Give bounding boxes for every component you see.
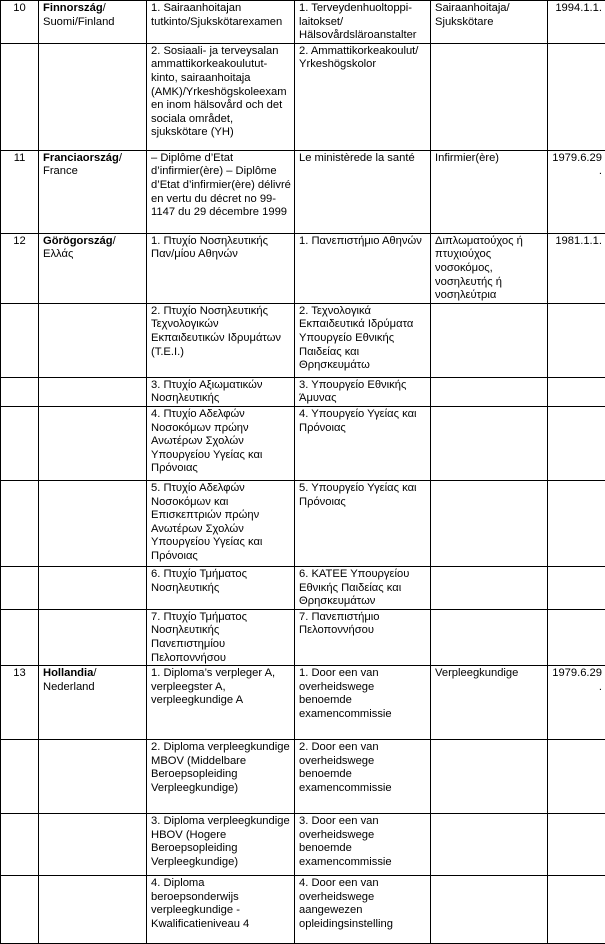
- awarding-body-cell: Le ministèrede la santé: [295, 150, 431, 233]
- diploma-cell: 1. Πτυχίο Νοσηλευτικής Παν/μίου Αθηνών: [147, 233, 295, 303]
- country-separator: /: [103, 2, 106, 14]
- row-number-cell: [1, 566, 39, 609]
- row-number-cell: [1, 480, 39, 566]
- awarding-body-cell: 5. Υπουργείο Υγείας και Πρόνοιας: [295, 480, 431, 566]
- reference-date-cell: [548, 609, 605, 665]
- table-row: [1, 1, 605, 44]
- row-number-cell: [1, 740, 39, 814]
- country-hungarian-name: Franciaország: [43, 152, 119, 164]
- country-cell: [39, 480, 147, 566]
- awarding-body-cell: 1. Terveydenhuoltoppi-laitokset/ Hälsovårdsläroanstalter: [295, 1, 431, 44]
- diploma-cell: 5. Πτυχίο Αδελφών Νοσοκόμων και Επισκεπτριών πρώην Ανωτέρων Σχολών Υπουργείου Υγείας και Πρόνοιας: [147, 480, 295, 566]
- country-cell: [39, 566, 147, 609]
- professional-title-cell: [431, 43, 548, 150]
- diploma-cell: 3. Diploma verpleegkundige HBOV (Hogere Beroepsopleiding Verpleegkundige): [147, 814, 295, 876]
- table-row: [1, 377, 605, 406]
- awarding-body-cell: 2. Door een van overheidswege benoemde examencommissie: [295, 740, 431, 814]
- professional-title-cell: Διπλωματούχος ή πτυχιούχος νοσοκόμος, νοσηλευτής ή νοσηλεύτρια: [431, 233, 548, 303]
- table-row: [1, 233, 605, 303]
- country-cell: [39, 233, 147, 303]
- professional-title-cell: Sairaanhoitaja/ Sjukskötare: [431, 1, 548, 44]
- row-number-cell: [1, 303, 39, 377]
- table-row: [1, 480, 605, 566]
- professional-title-cell: Infirmier(ère): [431, 150, 548, 233]
- table-row: [1, 406, 605, 480]
- awarding-body-cell: 3. Door een van overheidswege benoemde examencommissie: [295, 814, 431, 876]
- country-cell: [39, 150, 147, 233]
- country-cell: [39, 876, 147, 944]
- country-cell: [39, 43, 147, 150]
- row-number-cell: 12: [1, 233, 39, 303]
- reference-date-cell: [548, 406, 605, 480]
- table-row: [1, 303, 605, 377]
- country-separator: /: [119, 152, 122, 164]
- awarding-body-cell: 7. Πανεπιστήμιο Πελοποννήσου: [295, 609, 431, 665]
- diploma-cell: 2. Diploma verpleegkundige MBOV (Middelbare Beroepsopleiding Verpleegkundige): [147, 740, 295, 814]
- country-cell: [39, 740, 147, 814]
- reference-date-cell: 1979.6.29.: [548, 150, 605, 233]
- table-row: [1, 740, 605, 814]
- reference-date-cell: 1994.1.1.: [548, 1, 605, 44]
- diploma-cell: 7. Πτυχίο Τμήματος Νοσηλευτικής Πανεπιστημίου Πελοποννήσου: [147, 609, 295, 665]
- professional-title-cell: [431, 406, 548, 480]
- professional-title-cell: [431, 480, 548, 566]
- diploma-cell: 4. Diploma beroepsonderwijs verpleegkundige - Kwalificatieniveau 4: [147, 876, 295, 944]
- professional-title-cell: [431, 814, 548, 876]
- diploma-cell: 2. Sosiaali- ja terveysalan ammattikorkeakoulutut-kinto, sairaanhoitaja (AMK)/Yrkeshögskoleexam en inom hälsovård och det sociala området, sjukskötare (YH): [147, 43, 295, 150]
- diploma-cell: 6. Πτυχίο Τμήματος Νοσηλευτικής: [147, 566, 295, 609]
- professional-title-cell: [431, 609, 548, 665]
- row-number-cell: 13: [1, 666, 39, 740]
- country-local-name: Ελλάς: [43, 248, 143, 262]
- country-local-name: Nederland: [43, 681, 143, 695]
- table-body: [1, 1, 605, 944]
- country-separator: /: [113, 235, 116, 247]
- row-number-cell: [1, 377, 39, 406]
- country-cell: [39, 1, 147, 44]
- country-cell: [39, 609, 147, 665]
- reference-date-cell: [548, 814, 605, 876]
- professional-title-cell: [431, 876, 548, 944]
- reference-date-cell: [548, 43, 605, 150]
- awarding-body-cell: 4. Door een van overheidswege aangewezen opleidingsinstelling: [295, 876, 431, 944]
- country-cell: [39, 377, 147, 406]
- row-number-cell: [1, 406, 39, 480]
- reference-date-cell: [548, 740, 605, 814]
- reference-date-cell: [548, 303, 605, 377]
- diploma-cell: 3. Πτυχίο Αξιωματικών Νοσηλευτικής: [147, 377, 295, 406]
- diploma-cell: 1. Diploma’s verpleger A, verpleegster A, verpleegkundige A: [147, 666, 295, 740]
- professional-title-cell: [431, 377, 548, 406]
- reference-date-cell: 1979.6.29.: [548, 666, 605, 740]
- reference-date-cell: [548, 480, 605, 566]
- country-hungarian-name: Hollandia: [43, 667, 93, 679]
- table-row: [1, 814, 605, 876]
- reference-date-cell: [548, 876, 605, 944]
- row-number-cell: 10: [1, 1, 39, 44]
- row-number-cell: 11: [1, 150, 39, 233]
- awarding-body-cell: 3. Υπουργείο Εθνικής Άμυνας: [295, 377, 431, 406]
- row-number-cell: [1, 814, 39, 876]
- awarding-body-cell: 1. Door een van overheidswege benoemde examencommissie: [295, 666, 431, 740]
- awarding-body-cell: 6. ΚΑΤΕΕ Υπουργείου Εθνικής Παιδείας και Θρησκευμάτων: [295, 566, 431, 609]
- reference-date-cell: [548, 566, 605, 609]
- professional-title-cell: Verpleegkundige: [431, 666, 548, 740]
- table-row: [1, 566, 605, 609]
- table-row: [1, 876, 605, 944]
- awarding-body-cell: 2. Ammattikorkeakoulut/ Yrkeshögskolor: [295, 43, 431, 150]
- awarding-body-cell: 1. Πανεπιστήμιο Αθηνών: [295, 233, 431, 303]
- country-hungarian-name: Finnország: [43, 2, 103, 14]
- country-cell: [39, 814, 147, 876]
- country-separator: /: [93, 667, 96, 679]
- row-number-cell: [1, 43, 39, 150]
- diploma-cell: 1. Sairaanhoitajan tutkinto/Sjukskötarexamen: [147, 1, 295, 44]
- table-row: [1, 43, 605, 150]
- table-row: [1, 609, 605, 665]
- country-cell: [39, 303, 147, 377]
- row-number-cell: [1, 609, 39, 665]
- country-cell: [39, 406, 147, 480]
- awarding-body-cell: 4. Υπουργείο Υγείας και Πρόνοιας: [295, 406, 431, 480]
- row-number-cell: [1, 876, 39, 944]
- country-local-name: Suomi/Finland: [43, 16, 143, 30]
- professional-title-cell: [431, 303, 548, 377]
- table-row: [1, 150, 605, 233]
- diploma-cell: – Diplôme d’Etat d’infirmier(ère) – Diplôme d’Etat d’infirmier(ère) délivré en vertu du décret no 99-1147 du 29 décembre 1999: [147, 150, 295, 233]
- table-row: [1, 666, 605, 740]
- country-cell: [39, 666, 147, 740]
- diploma-cell: 4. Πτυχίο Αδελφών Νοσοκόμων πρώην Ανωτέρων Σχολών Υπουργείου Υγείας και Πρόνοιας: [147, 406, 295, 480]
- professional-title-cell: [431, 740, 548, 814]
- reference-date-cell: 1981.1.1.: [548, 233, 605, 303]
- country-hungarian-name: Görögország: [43, 235, 113, 247]
- professional-title-cell: [431, 566, 548, 609]
- awarding-body-cell: 2. Τεχνολογικά Εκπαιδευτικά Ιδρύματα Υπουργείο Εθνικής Παιδείας και Θρησκευμάτω: [295, 303, 431, 377]
- diploma-cell: 2. Πτυχίο Νοσηλευτικής Τεχνολογικών Εκπαιδευτικών Ιδρυμάτων (Τ.Ε.Ι.): [147, 303, 295, 377]
- country-local-name: France: [43, 165, 143, 179]
- reference-date-cell: [548, 377, 605, 406]
